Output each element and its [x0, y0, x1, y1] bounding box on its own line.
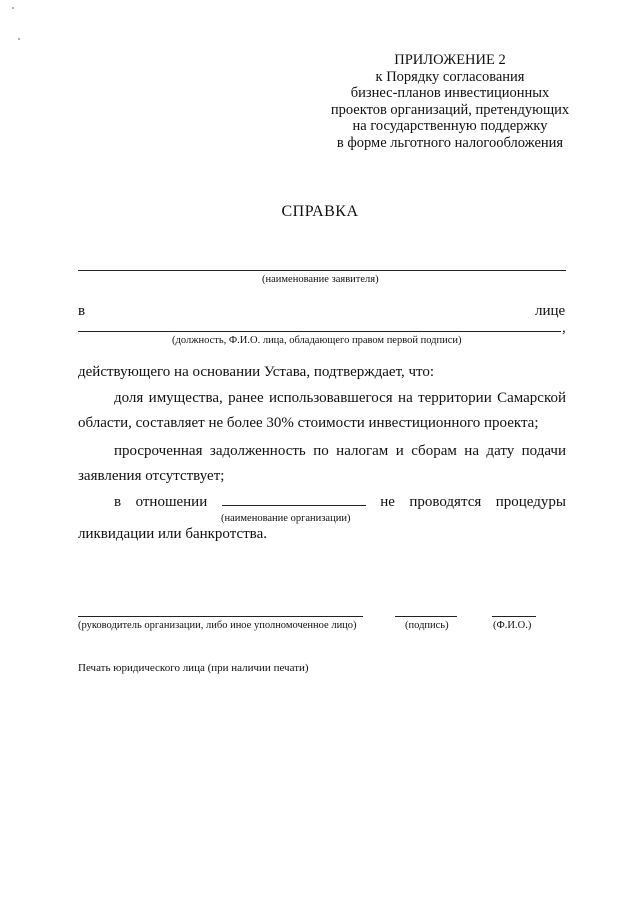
header-line: к Порядку согласования — [375, 68, 525, 85]
word: процедуры — [495, 494, 566, 510]
word: не — [380, 494, 395, 510]
organization-caption: (наименование организации) — [221, 513, 351, 524]
paragraph-text: доля имущества, ранее использовавшегося на территории Самарской области, составляет не более 30% стоимости инвестиционного проекта; — [78, 390, 566, 431]
name-caption: (Ф.И.О.) — [493, 620, 532, 631]
appendix-header — [300, 52, 600, 151]
word: отношении — [135, 494, 208, 510]
name-line — [492, 616, 536, 617]
person-word: лице — [535, 303, 566, 319]
paragraph-property-share — [78, 386, 566, 436]
header-line: в форме льготного налогообложения — [336, 134, 564, 151]
head-caption: (руководитель организации, либо иное уполномоченное лицо) — [78, 620, 357, 631]
seal-note: Печать юридического лица (при наличии печати) — [78, 662, 309, 674]
signature-line — [395, 616, 457, 617]
header-line: на государственную поддержку — [352, 118, 548, 134]
position-caption: (должность, Ф.И.О. лица, обладающего правом первой подписи) — [172, 335, 462, 346]
paragraph-text: действующего на основании Устава, подтверждает, что: — [78, 364, 435, 380]
head-signature-line — [78, 616, 363, 617]
paragraph-tail: ликвидации или банкротства. — [78, 526, 267, 542]
scan-dot — [12, 7, 14, 9]
document-title: СПРАВКА — [281, 203, 359, 220]
paragraph-tax-debt — [78, 439, 566, 489]
scan-dot — [18, 38, 20, 40]
paragraph-basis — [78, 360, 566, 385]
position-field-line — [78, 331, 561, 332]
applicant-caption: (наименование заявителя) — [262, 274, 379, 285]
word: проводятся — [409, 494, 482, 510]
paragraph-liquidation-row — [78, 493, 566, 511]
word: в — [114, 494, 122, 510]
paragraph-text: просроченная задолженность по налогам и сборам на дату подачи заявления отсутствует; — [78, 443, 566, 484]
header-line: проектов организаций, претендующих — [330, 101, 570, 118]
sign-caption: (подпись) — [405, 620, 449, 631]
header-line: бизнес-планов инвестиционных — [350, 85, 550, 101]
header-line: ПРИЛОЖЕНИЕ 2 — [394, 52, 506, 68]
applicant-field-line — [78, 270, 566, 271]
organization-field-line — [222, 493, 366, 506]
comma: , — [562, 320, 566, 336]
in-word: в — [78, 303, 86, 319]
